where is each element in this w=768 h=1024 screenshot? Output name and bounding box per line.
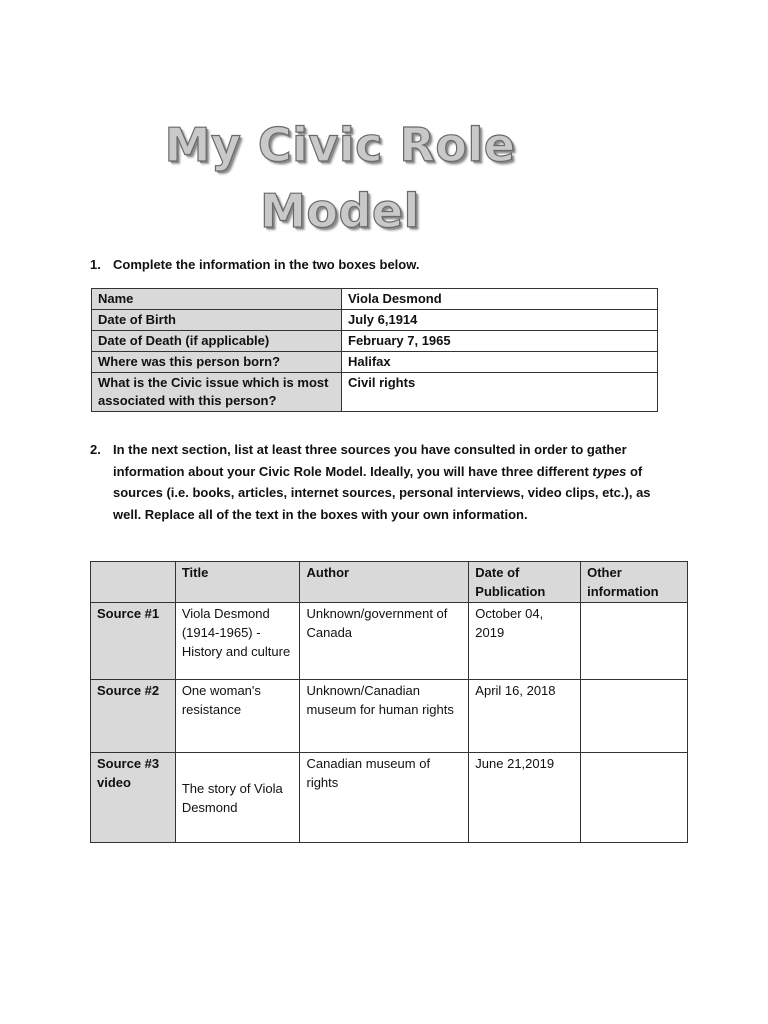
info-value[interactable]: July 6,1914 [342, 310, 658, 331]
source-other[interactable] [581, 753, 688, 843]
info-label: Name [92, 289, 342, 310]
page-title [140, 112, 540, 244]
source-date[interactable]: April 16, 2018 [469, 680, 581, 753]
info-table [91, 288, 658, 412]
question-2-text-italic: types [592, 463, 627, 479]
question-2-text-before: In the next section, list at least three sources you have consulted in order to gather information about your Civic Role Model. Ideally, you will have three different [113, 442, 627, 479]
question-2-number: 2. [90, 442, 101, 457]
source-row-2 [91, 680, 688, 753]
info-row-civic-issue [92, 373, 658, 412]
header-other: Other information [581, 562, 688, 603]
question-1-text: Complete the information in the two boxes below. [113, 257, 420, 272]
page-title-line-2: Model [260, 184, 420, 238]
header-title: Title [175, 562, 300, 603]
source-row-3 [91, 753, 688, 843]
header-date: Date of Publication [469, 562, 581, 603]
question-2-text-after: of sources (i.e. books, articles, internet sources, personal interviews, video clips, etc.), as well. Replace all of the text in the boxes with your own information. [113, 463, 651, 522]
info-row-name [92, 289, 658, 310]
source-title[interactable]: The story of Viola Desmond [175, 753, 300, 843]
source-author[interactable]: Unknown/government of Canada [300, 603, 469, 680]
info-value[interactable]: Civil rights [342, 373, 658, 412]
sources-table [90, 561, 688, 843]
info-row-birth [92, 310, 658, 331]
source-label: Source #2 [91, 680, 176, 753]
info-value[interactable]: Viola Desmond [342, 289, 658, 310]
header-cell-blank [91, 562, 176, 603]
source-title[interactable]: Viola Desmond (1914-1965) - History and culture [175, 603, 300, 680]
info-value[interactable]: February 7, 1965 [342, 331, 658, 352]
source-title[interactable]: One woman's resistance [175, 680, 300, 753]
source-row-1 [91, 603, 688, 680]
source-date[interactable]: October 04, 2019 [469, 603, 581, 680]
source-author[interactable]: Unknown/Canadian museum for human rights [300, 680, 469, 753]
info-label: Where was this person born? [92, 352, 342, 373]
source-label: Source #3 video [91, 753, 176, 843]
source-other[interactable] [581, 603, 688, 680]
source-other[interactable] [581, 680, 688, 753]
source-date[interactable]: June 21,2019 [469, 753, 581, 843]
question-1-number: 1. [90, 257, 101, 272]
info-row-birthplace [92, 352, 658, 373]
info-value[interactable]: Halifax [342, 352, 658, 373]
source-author[interactable]: Canadian museum of rights [300, 753, 469, 843]
info-label: What is the Civic issue which is most associated with this person? [92, 373, 342, 412]
info-label: Date of Death (if applicable) [92, 331, 342, 352]
question-2-text [113, 439, 670, 525]
question-1 [90, 254, 670, 276]
info-row-death [92, 331, 658, 352]
page-title-line-1: My Civic Role [164, 118, 516, 172]
info-label: Date of Birth [92, 310, 342, 331]
header-author: Author [300, 562, 469, 603]
question-2 [90, 439, 670, 525]
source-label: Source #1 [91, 603, 176, 680]
sources-header-row [91, 562, 688, 603]
